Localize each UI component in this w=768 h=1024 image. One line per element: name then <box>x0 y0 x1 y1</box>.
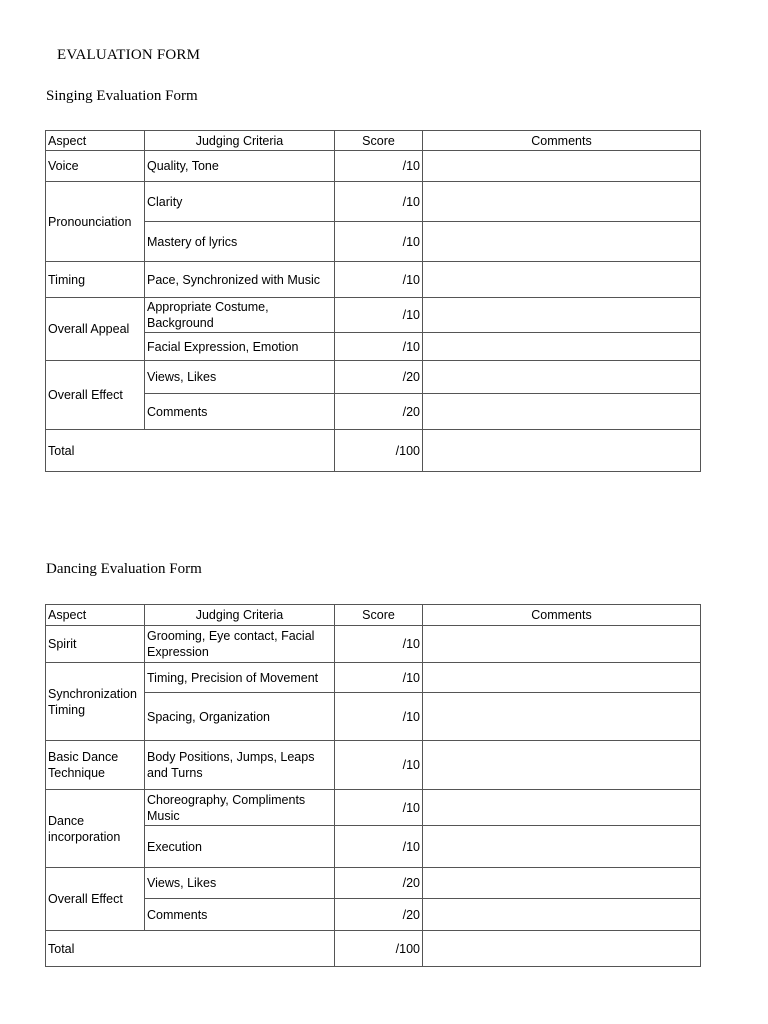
criteria-cell: Body Positions, Jumps, Leaps and Turns <box>145 741 335 790</box>
aspect-cell: Dance incorporation <box>46 790 145 868</box>
criteria-cell: Execution <box>145 826 335 868</box>
score-cell: /10 <box>335 182 423 222</box>
comments-cell <box>423 741 701 790</box>
table-row <box>46 790 701 826</box>
comments-cell <box>423 182 701 222</box>
comments-cell <box>423 151 701 182</box>
score-cell: /10 <box>335 663 423 693</box>
table-row <box>46 262 701 298</box>
table-row <box>46 826 701 868</box>
header-judging-criteria: Judging Criteria <box>145 605 335 626</box>
score-cell: /10 <box>335 333 423 361</box>
score-cell: /10 <box>335 151 423 182</box>
aspect-cell: Pronounciation <box>46 182 145 262</box>
criteria-cell: Comments <box>145 394 335 430</box>
table-row <box>46 394 701 430</box>
total-label: Total <box>46 430 335 472</box>
table-row <box>46 298 701 333</box>
comments-cell <box>423 931 701 967</box>
header-aspect: Aspect <box>46 131 145 151</box>
table-row <box>46 663 701 693</box>
aspect-cell: Overall Effect <box>46 868 145 931</box>
aspect-cell: Spirit <box>46 626 145 663</box>
comments-cell <box>423 626 701 663</box>
aspect-cell: Overall Appeal <box>46 298 145 361</box>
total-score: /100 <box>335 430 423 472</box>
aspect-cell: Overall Effect <box>46 361 145 430</box>
total-row <box>46 931 701 967</box>
table-row <box>46 741 701 790</box>
singing-evaluation-table <box>45 130 701 472</box>
header-comments: Comments <box>423 605 701 626</box>
aspect-cell: Synchronization Timing <box>46 663 145 741</box>
header-score: Score <box>335 605 423 626</box>
singing-form-title: Singing Evaluation Form <box>46 88 198 104</box>
score-cell: /20 <box>335 899 423 931</box>
table-header-row <box>46 605 701 626</box>
criteria-cell: Mastery of lyrics <box>145 222 335 262</box>
score-cell: /10 <box>335 790 423 826</box>
comments-cell <box>423 298 701 333</box>
dancing-evaluation-table <box>45 604 701 967</box>
criteria-cell: Grooming, Eye contact, Facial Expression <box>145 626 335 663</box>
comments-cell <box>423 222 701 262</box>
criteria-cell: Pace, Synchronized with Music <box>145 262 335 298</box>
comments-cell <box>423 394 701 430</box>
total-row <box>46 430 701 472</box>
criteria-cell: Clarity <box>145 182 335 222</box>
aspect-cell: Voice <box>46 151 145 182</box>
table-row <box>46 693 701 741</box>
table-row <box>46 182 701 222</box>
score-cell: /10 <box>335 262 423 298</box>
comments-cell <box>423 826 701 868</box>
score-cell: /10 <box>335 222 423 262</box>
dancing-form-title: Dancing Evaluation Form <box>46 561 202 577</box>
criteria-cell: Timing, Precision of Movement <box>145 663 335 693</box>
comments-cell <box>423 361 701 394</box>
score-cell: /10 <box>335 626 423 663</box>
header-score: Score <box>335 131 423 151</box>
criteria-cell: Quality, Tone <box>145 151 335 182</box>
criteria-cell: Views, Likes <box>145 361 335 394</box>
criteria-cell: Choreography, Compliments Music <box>145 790 335 826</box>
criteria-cell: Spacing, Organization <box>145 693 335 741</box>
table-row <box>46 361 701 394</box>
header-judging-criteria: Judging Criteria <box>145 131 335 151</box>
table-row <box>46 151 701 182</box>
comments-cell <box>423 693 701 741</box>
criteria-cell: Facial Expression, Emotion <box>145 333 335 361</box>
comments-cell <box>423 430 701 472</box>
score-cell: /10 <box>335 826 423 868</box>
total-label: Total <box>46 931 335 967</box>
comments-cell <box>423 899 701 931</box>
score-cell: /20 <box>335 868 423 899</box>
score-cell: /10 <box>335 298 423 333</box>
header-comments: Comments <box>423 131 701 151</box>
score-cell: /20 <box>335 394 423 430</box>
criteria-cell: Appropriate Costume, Background <box>145 298 335 333</box>
score-cell: /20 <box>335 361 423 394</box>
table-row <box>46 333 701 361</box>
table-row <box>46 899 701 931</box>
comments-cell <box>423 333 701 361</box>
comments-cell <box>423 790 701 826</box>
comments-cell <box>423 262 701 298</box>
document-title: EVALUATION FORM <box>57 47 201 63</box>
comments-cell <box>423 663 701 693</box>
comments-cell <box>423 868 701 899</box>
header-aspect: Aspect <box>46 605 145 626</box>
score-cell: /10 <box>335 741 423 790</box>
table-row <box>46 868 701 899</box>
criteria-cell: Views, Likes <box>145 868 335 899</box>
table-row <box>46 626 701 663</box>
aspect-cell: Basic Dance Technique <box>46 741 145 790</box>
criteria-cell: Comments <box>145 899 335 931</box>
table-header-row <box>46 131 701 151</box>
score-cell: /10 <box>335 693 423 741</box>
aspect-cell: Timing <box>46 262 145 298</box>
total-score: /100 <box>335 931 423 967</box>
table-row <box>46 222 701 262</box>
